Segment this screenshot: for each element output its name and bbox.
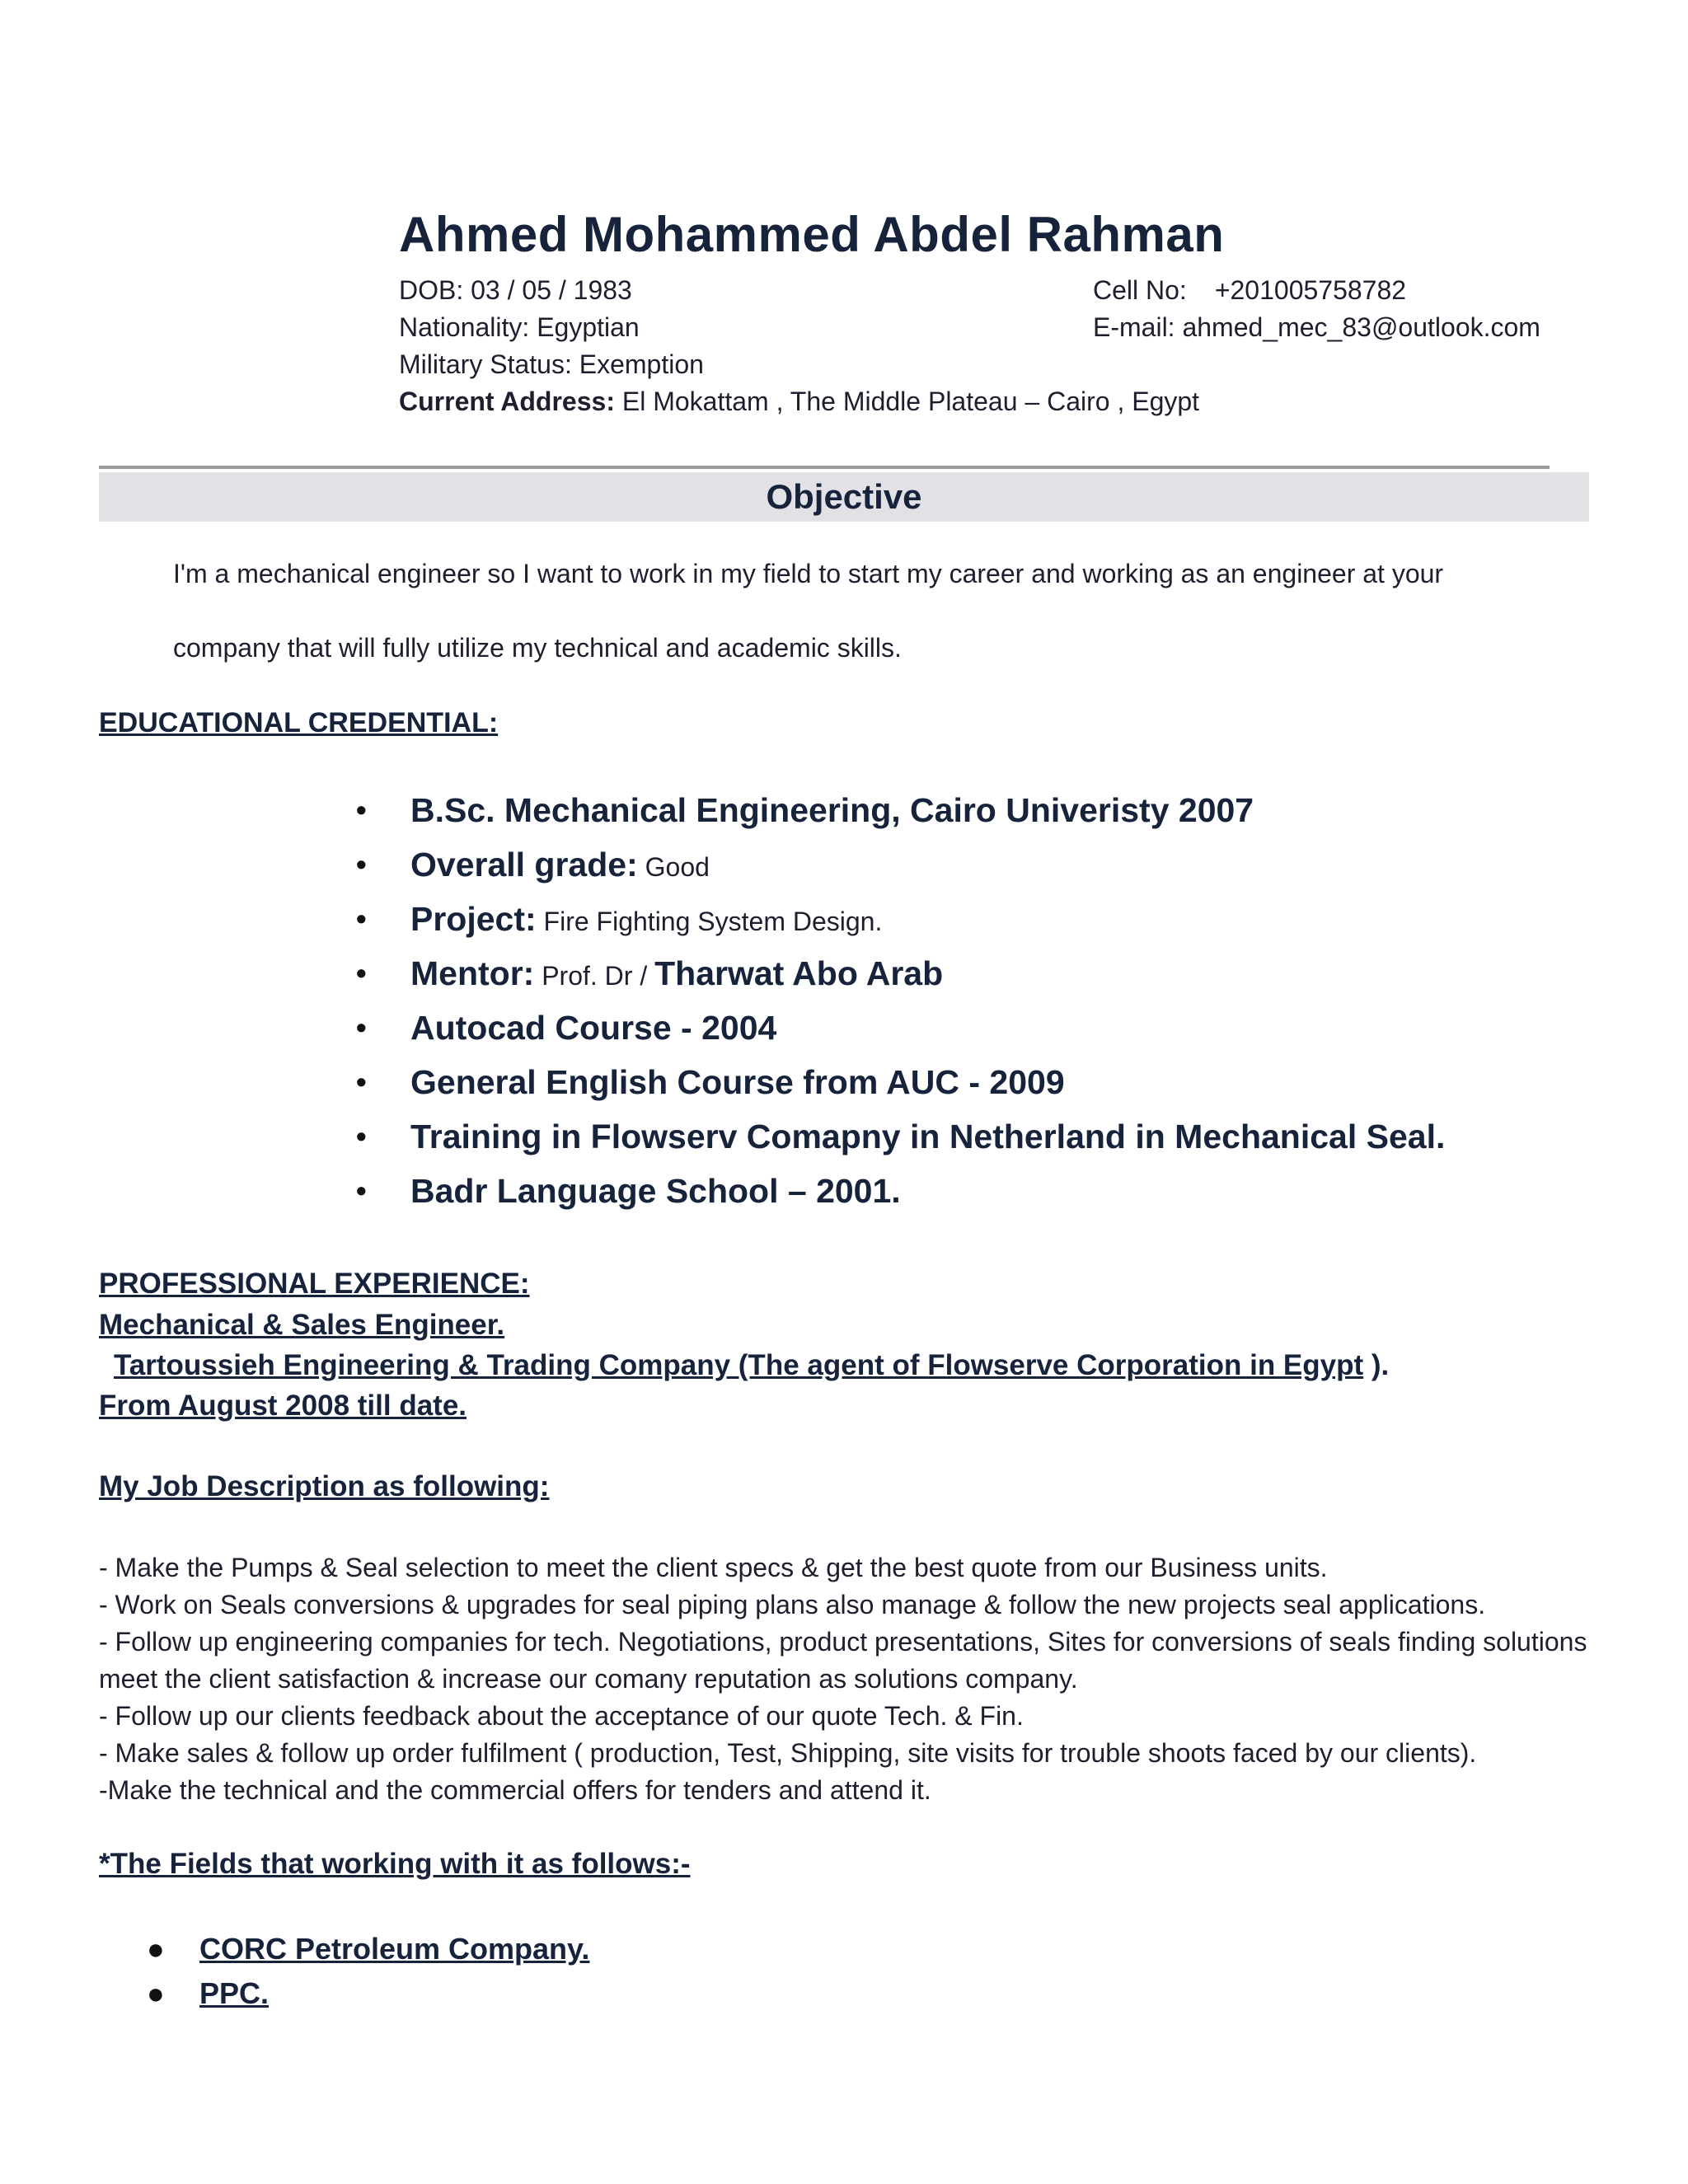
- job-item: - Follow up engineering companies for tech. Negotiations, product presentations, Sites for conversions of seals finding solutions meet the client satisfaction & increase our comany reputation as solutions company.: [99, 1627, 1587, 1694]
- bullet-icon: •: [356, 1010, 367, 1044]
- job-item: - Work on Seals conversions & upgrades for seal piping plans also manage & follow the new projects seal applications.: [99, 1590, 1486, 1619]
- job-item: - Follow up our clients feedback about the acceptance of our quote Tech. & Fin.: [99, 1701, 1024, 1731]
- dob: DOB: 03 / 05 / 1983: [399, 275, 632, 305]
- job-item: - Make sales & follow up order fulfilment ( production, Test, Shipping, site visits for trouble shoots faced by our clients).: [99, 1738, 1477, 1768]
- grade-label: Overall grade:: [410, 846, 638, 883]
- cell-value: +201005758782: [1214, 275, 1407, 305]
- fields-heading: *The Fields that working with it as follows:-: [99, 1848, 691, 1880]
- bullet-icon: •: [356, 793, 367, 827]
- job-item: -Make the technical and the commercial offers for tenders and attend it.: [99, 1775, 931, 1805]
- bullet-icon: ●: [147, 1976, 165, 2010]
- header-divider: [99, 466, 1550, 469]
- school: Badr Language School – 2001.: [410, 1172, 901, 1210]
- address-label: Current Address:: [399, 387, 615, 416]
- company: [114, 1349, 1389, 1382]
- field-item: PPC.: [199, 1976, 270, 2010]
- bullet-icon: •: [356, 956, 367, 990]
- training: Training in Flowserv Comapny in Netherland in Mechanical Seal.: [410, 1118, 1446, 1155]
- company-end: ).: [1363, 1349, 1390, 1381]
- job-description-list: [99, 1549, 1599, 1809]
- bullet-icon: •: [356, 1065, 367, 1099]
- objective-line-1: I'm a mechanical engineer so I want to work in my field to start my career and working as an engineer at your: [173, 559, 1444, 588]
- nationality: Nationality: Egyptian: [399, 312, 640, 342]
- address-value: El Mokattam , The Middle Plateau – Cairo , Egypt: [614, 387, 1200, 416]
- grade-value: Good: [637, 852, 710, 882]
- bullet-icon: ●: [147, 1932, 165, 1966]
- field-item: CORC Petroleum Company.: [199, 1932, 590, 1966]
- experience-heading: PROFESSIONAL EXPERIENCE:: [99, 1268, 530, 1300]
- job-item: - Make the Pumps & Seal selection to meet the client specs & get the best quote from our Business units.: [99, 1553, 1328, 1582]
- candidate-name: Ahmed Mohammed Abdel Rahman: [399, 207, 1225, 262]
- bullet-icon: •: [356, 847, 367, 881]
- period: From August 2008 till date.: [99, 1390, 467, 1422]
- mentor-title: Prof. Dr /: [534, 961, 655, 991]
- autocad-course: Autocad Course - 2004: [410, 1009, 777, 1047]
- english-course: General English Course from AUC - 2009: [410, 1063, 1065, 1101]
- objective-line-2: company that will fully utilize my technical and academic skills.: [173, 633, 902, 663]
- mentor-label: Mentor:: [410, 954, 535, 992]
- project-value: Fire Fighting System Design.: [536, 907, 883, 936]
- project-label: Project:: [410, 900, 537, 938]
- company-name: Tartoussieh Engineering & Trading Company (The agent of Flowserve Corporation in Egypt: [114, 1349, 1364, 1381]
- objective-title: Objective: [766, 477, 922, 516]
- military-status: Military Status: Exemption: [399, 349, 704, 379]
- mentor-name: Tharwat Abo Arab: [654, 954, 944, 992]
- bullet-icon: •: [356, 902, 367, 935]
- degree: B.Sc. Mechanical Engineering, Cairo Univeristy 2007: [410, 791, 1254, 829]
- job-description-heading: My Job Description as following:: [99, 1470, 550, 1502]
- current-address: [399, 387, 1199, 417]
- education-heading: EDUCATIONAL CREDENTIAL:: [99, 707, 499, 738]
- bullet-icon: •: [356, 1119, 367, 1153]
- cell-label: Cell No:: [1093, 275, 1187, 305]
- role: Mechanical & Sales Engineer.: [99, 1309, 505, 1341]
- cell-number: [1093, 275, 1406, 306]
- bullet-icon: •: [356, 1174, 367, 1207]
- email: E-mail: ahmed_mec_83@outlook.com: [1093, 312, 1540, 342]
